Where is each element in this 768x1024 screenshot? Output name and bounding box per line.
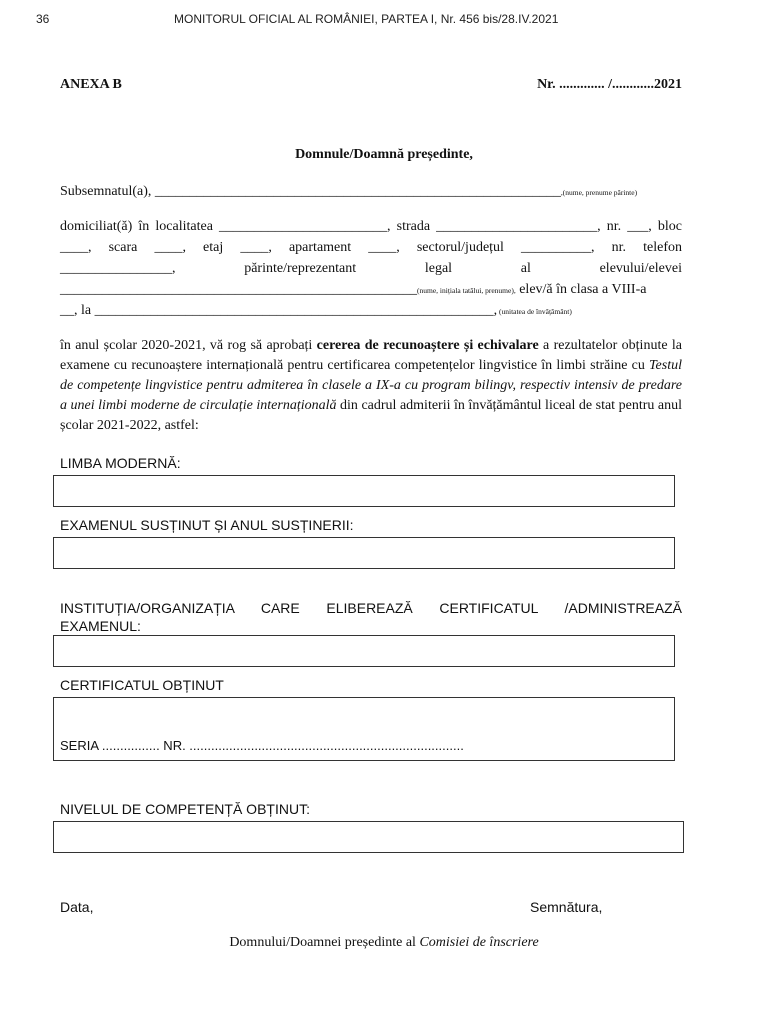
para-text-3: din cadrul admiterii în învățământul liceal de stat pentru anul școlar 2021-2022, astfel: <box>60 398 682 433</box>
institutie-label-2: EXAMENUL: <box>60 618 141 634</box>
form-line-address[interactable]: domiciliat(ă) în localitatea ________________________, strada _______________________, nr. ___, bloc <box>60 219 682 234</box>
annex-title: ANEXA B <box>60 77 122 92</box>
addressee-text: Domnului/Doamnei președinte al <box>229 935 420 950</box>
journal-header: MONITORUL OFICIAL AL ROMÂNIEI, PARTEA I, Nr. 456 bis/28.IV.2021 <box>174 12 559 26</box>
institutie-label: INSTITUȚIA/ORGANIZAȚIA CARE ELIBEREAZĂ CERTIFICATUL /ADMINISTREAZĂ <box>60 600 682 616</box>
data-label: Data, <box>60 899 94 915</box>
student-field-note: (nume, inițiala tatălui, prenume), <box>417 286 516 295</box>
form-line-student <box>60 280 682 301</box>
form-line-residence[interactable]: ____, scara ____, etaj ____, apartament ____, sectorul/județul __________, nr. telefon <box>60 240 682 255</box>
annex-number: Nr. ............. /............2021 <box>537 77 682 92</box>
para-italic: Testul de competențe lingvistice pentru admiterea în clasele a IX-a cu program bilingv, respectiv intensiv de predare a unei limbi moderne de circulație internațională <box>60 358 682 413</box>
nivel-input[interactable] <box>53 821 684 853</box>
certificat-label: CERTIFICATUL OBȚINUT <box>60 677 224 693</box>
seria-line[interactable]: SERIA ................ NR. ............................................................................ <box>60 738 464 753</box>
form-line-name <box>60 182 682 203</box>
para-text-1: în anul școlar 2020-2021, vă rog să aprobați <box>60 338 317 353</box>
student-class: elev/ă în clasa a VIII-a <box>515 282 647 297</box>
form-line-parent[interactable]: ________________, părinte/reprezentant legal al elevului/elevei <box>60 261 682 276</box>
para-text-2: a rezultatelor obținute la examene cu recunoaștere internațională pentru certificarea competențelor lingvistice în limbi străine cu <box>60 338 682 373</box>
limba-input[interactable] <box>53 475 675 507</box>
nivel-label: NIVELUL DE COMPETENȚĂ OBȚINUT: <box>60 801 310 817</box>
limba-label: LIMBA MODERNĂ: <box>60 455 181 471</box>
examen-input[interactable] <box>53 537 675 569</box>
page-number: 36 <box>36 12 50 26</box>
student-field-text[interactable]: ___________________________________________________ <box>60 282 417 297</box>
request-paragraph <box>60 336 682 436</box>
semnatura-label: Semnătura, <box>530 899 603 915</box>
salutation: Domnule/Doamnă președinte, <box>295 147 473 162</box>
institutie-input[interactable] <box>53 635 675 667</box>
school-field-note: (unitatea de învățământ) <box>497 307 572 316</box>
school-field-text[interactable]: __, la _________________________________________________________, <box>60 303 498 318</box>
addressee-commission: Comisiei de înscriere <box>419 935 539 950</box>
name-field-text[interactable]: Subsemnatul(a), __________________________________________________________ <box>60 184 561 199</box>
para-bold: cererea de recunoaștere și echivalare <box>316 338 539 353</box>
addressee <box>0 935 768 951</box>
examen-label: EXAMENUL SUSȚINUT ȘI ANUL SUSȚINERII: <box>60 517 354 533</box>
form-line-school <box>60 301 682 322</box>
name-field-note: ,(nume, prenume părinte) <box>560 188 638 197</box>
